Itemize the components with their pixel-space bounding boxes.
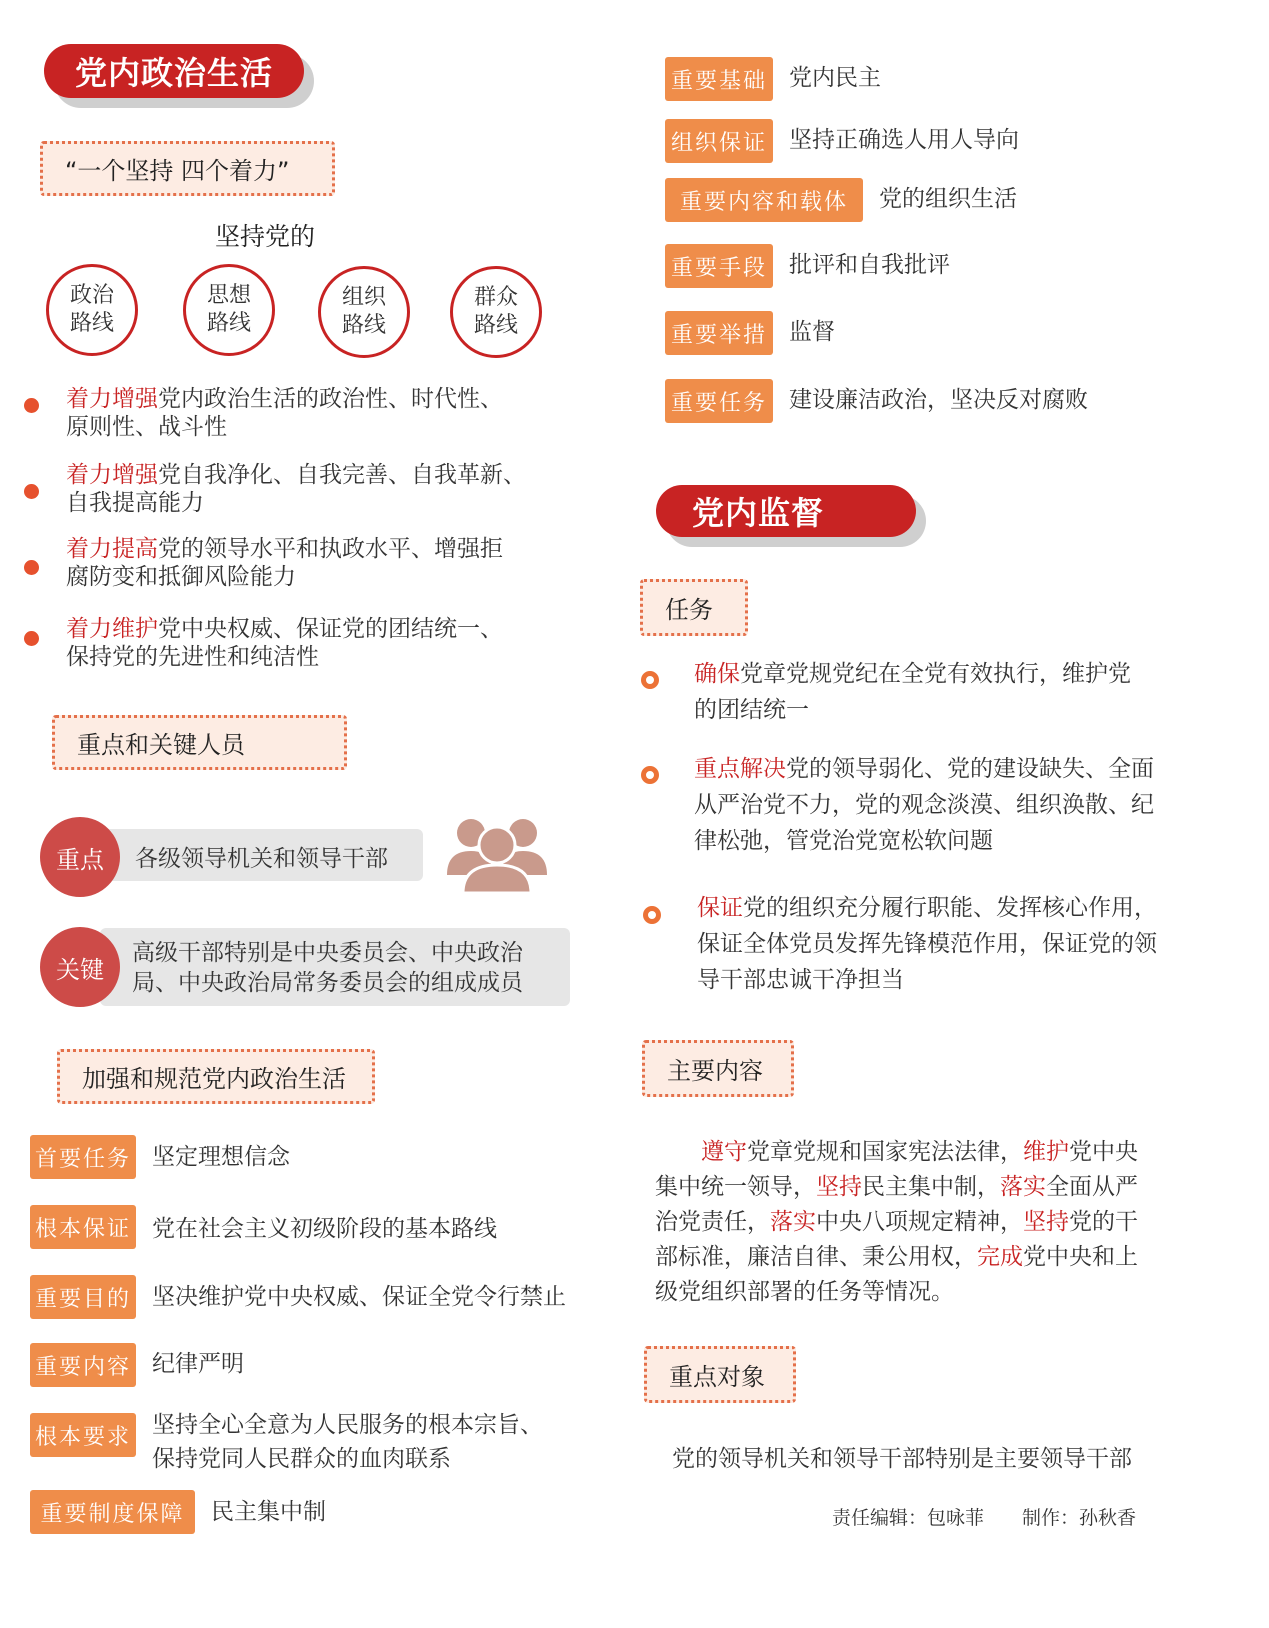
key-text-line: 高级干部特别是中央委员会、中央政治: [132, 940, 523, 966]
task-text: 党章党规党纪在全党有效执行，维护党: [740, 661, 1131, 687]
content-text: 民主集中制，: [862, 1174, 1000, 1200]
line-circle-ideological: [183, 264, 275, 356]
line-circle-text: 路线: [473, 313, 518, 338]
bullet-ring: [641, 766, 659, 784]
targets-title: 重点对象: [669, 1363, 765, 1391]
content-paragraph: [655, 1135, 1195, 1310]
line-circle-text: 路线: [206, 311, 251, 336]
tag-organizational-guarantee: 组织保证: [665, 119, 773, 163]
left-title: 党内政治生活: [44, 44, 304, 98]
content-text: 治党责任，: [655, 1209, 770, 1235]
tag-important-means: 重要手段: [665, 244, 773, 288]
content-key: 落实: [770, 1209, 816, 1235]
line-circle-text: 路线: [69, 311, 114, 336]
slogan-text: “一个坚持 四个着力”: [65, 157, 290, 185]
content-text: 中央八项规定精神，: [816, 1209, 1023, 1235]
task-text: 律松弛，管党治党宽松软问题: [694, 828, 993, 854]
content-text: 集中统一领导，: [655, 1174, 816, 1200]
tag-text: 批评和自我批评: [789, 252, 950, 278]
tag-text-line: 保持党同人民群众的血肉联系: [152, 1446, 451, 1472]
content-key: 落实: [1000, 1174, 1046, 1200]
key-people-box: [52, 715, 347, 770]
left-title-pill: [44, 44, 314, 102]
content-text: 部标准，廉洁自律、秉公用权，: [655, 1244, 977, 1270]
effort-key: 着力维护: [66, 616, 158, 642]
key-people-title: 重点和关键人员: [77, 731, 245, 759]
effort-text: 党中央权威、保证党的团结统一、: [158, 616, 503, 642]
tag-important-mission: 重要任务: [665, 379, 773, 423]
content-key: 完成: [977, 1244, 1023, 1270]
tag-system-guarantee: 重要制度保障: [30, 1490, 195, 1534]
task-text: 保证全体党员发挥先锋模范作用，保证党的领: [697, 931, 1157, 957]
tag-primary-task: 首要任务: [30, 1135, 136, 1179]
tag-content-carrier: 重要内容和载体: [665, 178, 863, 222]
task-item: [694, 751, 1154, 859]
task-item: [694, 656, 1131, 728]
content-key: 维护: [1023, 1139, 1069, 1165]
bullet-ring: [643, 906, 661, 924]
people-icon: [445, 805, 549, 895]
focus-badge: 重点: [40, 817, 120, 897]
effort-item: [66, 385, 503, 441]
task-key: 重点解决: [694, 756, 786, 782]
tag-text: 建设廉洁政治，坚决反对腐败: [789, 387, 1088, 413]
task-key: 保证: [697, 895, 743, 921]
supervision-title-pill: [656, 485, 926, 543]
tag-text: 党内民主: [789, 65, 881, 91]
focus-text: 各级领导机关和领导干部: [135, 846, 388, 872]
effort-key: 着力增强: [66, 462, 158, 488]
content-key: 坚持: [1023, 1209, 1069, 1235]
bullet-dot: [24, 484, 39, 499]
tag-important-purpose: 重要目的: [30, 1275, 136, 1319]
content-box: [642, 1040, 794, 1097]
tag-text: 民主集中制: [211, 1499, 326, 1525]
key-bar: [100, 928, 570, 1006]
task-item: [697, 890, 1157, 998]
content-text: 党章党规和国家宪法法律，: [747, 1139, 1023, 1165]
effort-text: 自我提高能力: [66, 490, 204, 516]
tag-text: 监督: [789, 319, 835, 345]
adhere-label: 坚持党的: [215, 222, 316, 251]
tag-important-measure: 重要举措: [665, 311, 773, 355]
tag-fundamental-guarantee: 根本保证: [30, 1205, 136, 1249]
tag-important-content: 重要内容: [30, 1343, 136, 1387]
credits: 责任编辑：包咏菲 制作：孙秋香: [832, 1507, 1137, 1529]
effort-text: 腐防变和抵御风险能力: [66, 564, 296, 590]
key-badge: 关键: [40, 927, 120, 1007]
content-text: 党中央: [1069, 1139, 1138, 1165]
tag-text: 党的组织生活: [879, 186, 1017, 212]
effort-item: [66, 615, 503, 671]
key-text: [132, 938, 523, 998]
effort-item: [66, 535, 503, 591]
task-text: 党的领导弱化、党的建设缺失、全面: [786, 756, 1154, 782]
bullet-ring: [641, 671, 659, 689]
task-key: 确保: [694, 661, 740, 687]
tag-text: 党在社会主义初级阶段的基本路线: [152, 1216, 497, 1242]
tag-text-line: 坚持全心全意为人民服务的根本宗旨、: [152, 1412, 543, 1438]
key-text-line: 局、中央政治局常务委员会的组成成员: [132, 970, 523, 996]
effort-key: 着力增强: [66, 386, 158, 412]
content-title: 主要内容: [667, 1057, 763, 1085]
content-key: 遵守: [701, 1139, 747, 1165]
slogan-box: [40, 141, 335, 196]
tag-text: 坚定理想信念: [152, 1144, 290, 1170]
tag-text: 坚持正确选人用人导向: [789, 127, 1019, 153]
effort-key: 着力提高: [66, 536, 158, 562]
strengthen-title: 加强和规范党内政治生活: [82, 1065, 346, 1093]
strengthen-box: [57, 1049, 375, 1104]
effort-text: 原则性、战斗性: [66, 414, 227, 440]
effort-text: 党的领导水平和执政水平、增强拒: [158, 536, 503, 562]
task-text: 的团结统一: [694, 697, 809, 723]
effort-text: 保持党的先进性和纯洁性: [66, 644, 319, 670]
line-circle-text: 路线: [341, 313, 386, 338]
line-circle-text: 组织: [341, 285, 386, 310]
line-circle-text: 政治: [69, 283, 114, 308]
tasks-box: [640, 579, 748, 636]
line-circle-political: [46, 264, 138, 356]
bullet-dot: [24, 631, 39, 646]
task-text: 从严治党不力，党的观念淡漠、组织涣散、纪: [694, 792, 1154, 818]
tasks-title: 任务: [665, 596, 713, 624]
line-circle-text: 群众: [473, 285, 518, 310]
content-text: 党中央和上: [1023, 1244, 1138, 1270]
tag-fundamental-requirement: 根本要求: [30, 1413, 136, 1457]
tag-text: 坚决维护党中央权威、保证全党令行禁止: [152, 1284, 566, 1310]
task-text: 导干部忠诚干净担当: [697, 967, 904, 993]
effort-text: 党自我净化、自我完善、自我革新、: [158, 462, 526, 488]
bullet-dot: [24, 560, 39, 575]
targets-text: 党的领导机关和领导干部特别是主要领导干部: [672, 1446, 1132, 1472]
targets-box: [644, 1346, 796, 1403]
line-circle-organizational: [318, 266, 410, 358]
task-text: 党的组织充分履行职能、发挥核心作用，: [743, 895, 1157, 921]
bullet-dot: [24, 398, 39, 413]
content-text: 级党组织部署的任务等情况。: [655, 1279, 954, 1305]
content-text: 全面从严: [1046, 1174, 1138, 1200]
content-text: 党的干: [1069, 1209, 1138, 1235]
supervision-title: 党内监督: [656, 485, 916, 537]
tag-text: [152, 1408, 543, 1476]
tag-text: 纪律严明: [152, 1351, 244, 1377]
effort-item: [66, 461, 526, 517]
content-key: 坚持: [816, 1174, 862, 1200]
effort-text: 党内政治生活的政治性、时代性、: [158, 386, 503, 412]
tag-important-foundation: 重要基础: [665, 57, 773, 101]
line-circle-text: 思想: [206, 283, 251, 308]
focus-bar: [100, 829, 423, 881]
line-circle-mass: [450, 266, 542, 358]
